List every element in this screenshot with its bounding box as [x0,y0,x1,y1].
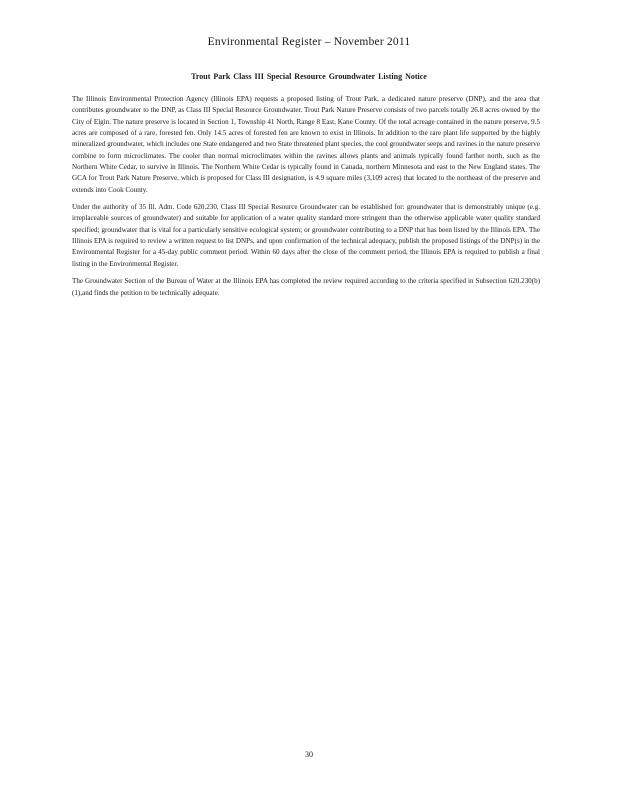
page-number: 30 [305,750,313,759]
paragraph-authority: Under the authority of 35 Ill. Adm. Code 620.230, Class III Special Resource Groundwater can be established for: groundwater that is demonstrably unique (e.g. irreplaceable sources of groundwater) and suitable for application of a water quality standard more stringent than the otherwise applicable water quality standard specified; groundwater that is vital for a particularly sensitive ecological system; or groundwater contributing to a DNP that has been listed by the Illinois EPA. The Illinois EPA is required to review a written request to list DNPs, and upon confirmation of the technical adequacy, publish the proposed listings of the DNP(s) in the Environmental Register for a 45-day public comment period. Within 60 days after the close of the comment period, the Illinois EPA is required to publish a final listing in the Environmental Register. [72,203,540,268]
notice-body [72,94,540,305]
notice-title: Trout Park Class III Special Resource Groundwater Listing Notice [191,72,427,81]
paragraph-description: The Illinois Environmental Protection Agency (Illinois EPA) requests a proposed listing of Trout Park, a dedicated nature preserve (DNP), and the area that contributes groundwater to the DNP, as Class III Special Resource Groundwater. Trout Park Nature Preserve consists of two parcels totally 26.8 acres owned by the City of Elgin. The nature preserve is located in Section 1, Township 41 North, Range 8 East, Kane County. Of the total acreage contained in the nature preserve, 9.5 acres are composed of a rare, forested fen. Only 14.5 acres of forested fen are known to exist in Illinois. In addition to the rare plant life supported by the highly mineralized groundwater, which includes one State endangered and two State threatened plant species, the cool groundwater seeps and ravines in the nature preserve combine to form microclimates. The cooler than normal microclimates within the ravines allows plants and animals typically found farther north, such as the Northern White Cedar, to survive in Illinois. The Northern White Cedar is typically found in Canada, northern Minnesota and east to the New England states. The GCA for Trout Park Nature Preserve, which is proposed for Class III designation, is 4.9 square miles (3,109 acres) that located to the northeast of the preserve and extends into Cook County. [72,95,540,194]
paragraph-review: The Groundwater Section of the Bureau of Water at the Illinois EPA has completed the review required according to the criteria specified in Subsection 620.230(b)(1),and finds the petition to be technically adequate. [72,277,540,297]
page-header: Environmental Register – November 2011 [207,36,411,48]
